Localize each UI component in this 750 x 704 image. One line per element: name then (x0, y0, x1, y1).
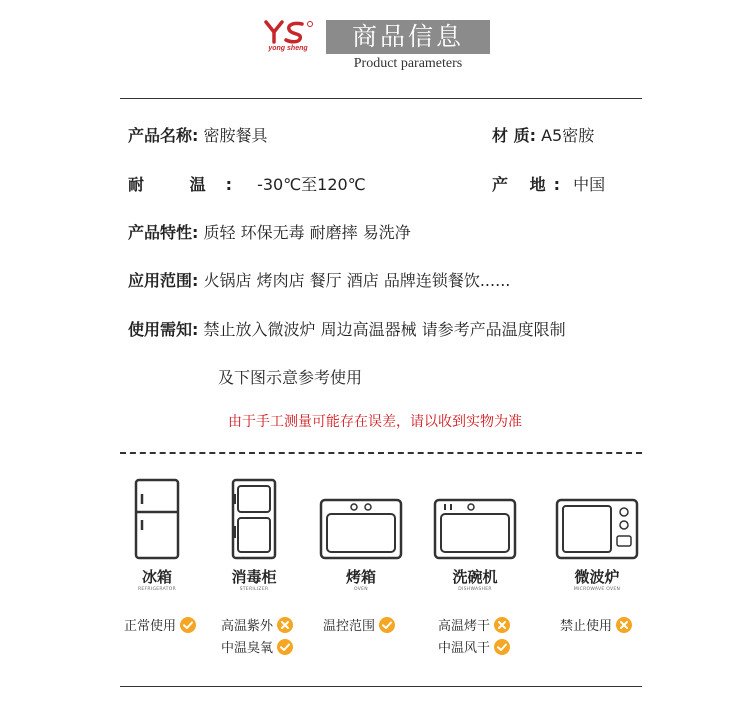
appliance-name-en: STERILIZER (239, 587, 269, 592)
sterilizer-icon (231, 478, 277, 560)
usage-dishwasher-2 (438, 637, 510, 656)
usage-text: 温控范围 (323, 619, 376, 634)
appliance-name: 烤箱 (345, 568, 376, 586)
check-icon (180, 617, 196, 633)
param-usage (128, 317, 566, 340)
divider-dashed (120, 452, 642, 454)
divider-bottom (120, 686, 642, 687)
appliance-oven (306, 478, 416, 594)
appliance-name-en: REFRIGERATOR (137, 587, 177, 592)
usage-dishwasher-1 (438, 615, 510, 634)
divider-top (120, 98, 642, 99)
oven-icon (319, 498, 403, 560)
usage-sterilizer-1 (221, 615, 293, 634)
measurement-note: 由于手工测量可能存在误差，请以收到实物为准 (228, 414, 522, 430)
page-subtitle: Product parameters (353, 56, 463, 71)
usage-text: 正常使用 (124, 619, 177, 634)
param-usage-value: 禁止放入微波炉 周边高温器械 请参考产品温度限制 (203, 320, 566, 339)
param-name-value: 密胺餐具 (203, 126, 268, 145)
param-material (492, 123, 594, 146)
param-temperature-value: -30℃至120℃ (257, 175, 366, 194)
appliance-name-en: OVEN (354, 587, 368, 592)
param-scope (128, 268, 510, 291)
param-usage-continued: 及下图示意参考使用 (218, 368, 363, 387)
usage-microwave-1 (560, 615, 632, 634)
appliance-name: 洗碗机 (452, 568, 498, 586)
param-origin (492, 172, 605, 195)
usage-text: 中温臭氧 (221, 641, 274, 656)
appliance-sterilizer (199, 478, 309, 594)
appliance-dishwasher (420, 478, 530, 594)
appliance-microwave (542, 478, 652, 594)
cross-icon (616, 617, 632, 633)
param-feature-label: 产品特性: (128, 223, 199, 242)
usage-oven-1 (323, 615, 395, 634)
ys-logo-icon (262, 20, 314, 44)
param-material-value: A5密胺 (541, 126, 595, 145)
appliance-name: 冰箱 (141, 568, 172, 586)
usage-sterilizer-2 (221, 637, 293, 656)
microwave-icon (555, 498, 639, 560)
param-usage-label: 使用需知: (128, 320, 199, 339)
usage-text: 高温紫外 (221, 619, 274, 634)
check-icon (277, 639, 293, 655)
logo-subtext: yong sheng (268, 45, 308, 52)
appliance-name-en: DISHWASHER (458, 587, 492, 592)
param-material-label: 材 质: (492, 126, 536, 145)
param-feature-value: 质轻 环保无毒 耐磨摔 易洗净 (203, 223, 411, 242)
usage-text: 禁止使用 (560, 619, 613, 634)
check-icon (494, 639, 510, 655)
param-origin-value: 中国 (573, 175, 606, 194)
param-name-label: 产品名称: (128, 126, 199, 145)
appliance-name: 消毒柜 (231, 568, 277, 586)
param-name (128, 123, 268, 146)
param-origin-label: 产 地: (492, 175, 568, 194)
appliance-name-en: MICROWAVE OVEN (573, 587, 621, 592)
appliance-refrigerator (102, 478, 212, 594)
param-feature (128, 220, 411, 243)
param-temperature (128, 172, 366, 195)
param-scope-value: 火锅店 烤肉店 餐厅 酒店 品牌连锁餐饮...... (203, 271, 511, 290)
check-icon (379, 617, 395, 633)
page-title: 商品信息 (326, 20, 490, 54)
dishwasher-icon (433, 498, 517, 560)
usage-text: 中温风干 (438, 641, 491, 656)
refrigerator-icon (134, 478, 180, 560)
param-temperature-label: 耐 温: (128, 175, 252, 194)
brand-logo (262, 20, 314, 56)
cross-icon (277, 617, 293, 633)
param-scope-label: 应用范围: (128, 271, 199, 290)
cross-icon (494, 617, 510, 633)
usage-refrigerator-1 (124, 615, 196, 634)
usage-text: 高温烤干 (438, 619, 491, 634)
appliance-name: 微波炉 (574, 568, 620, 586)
